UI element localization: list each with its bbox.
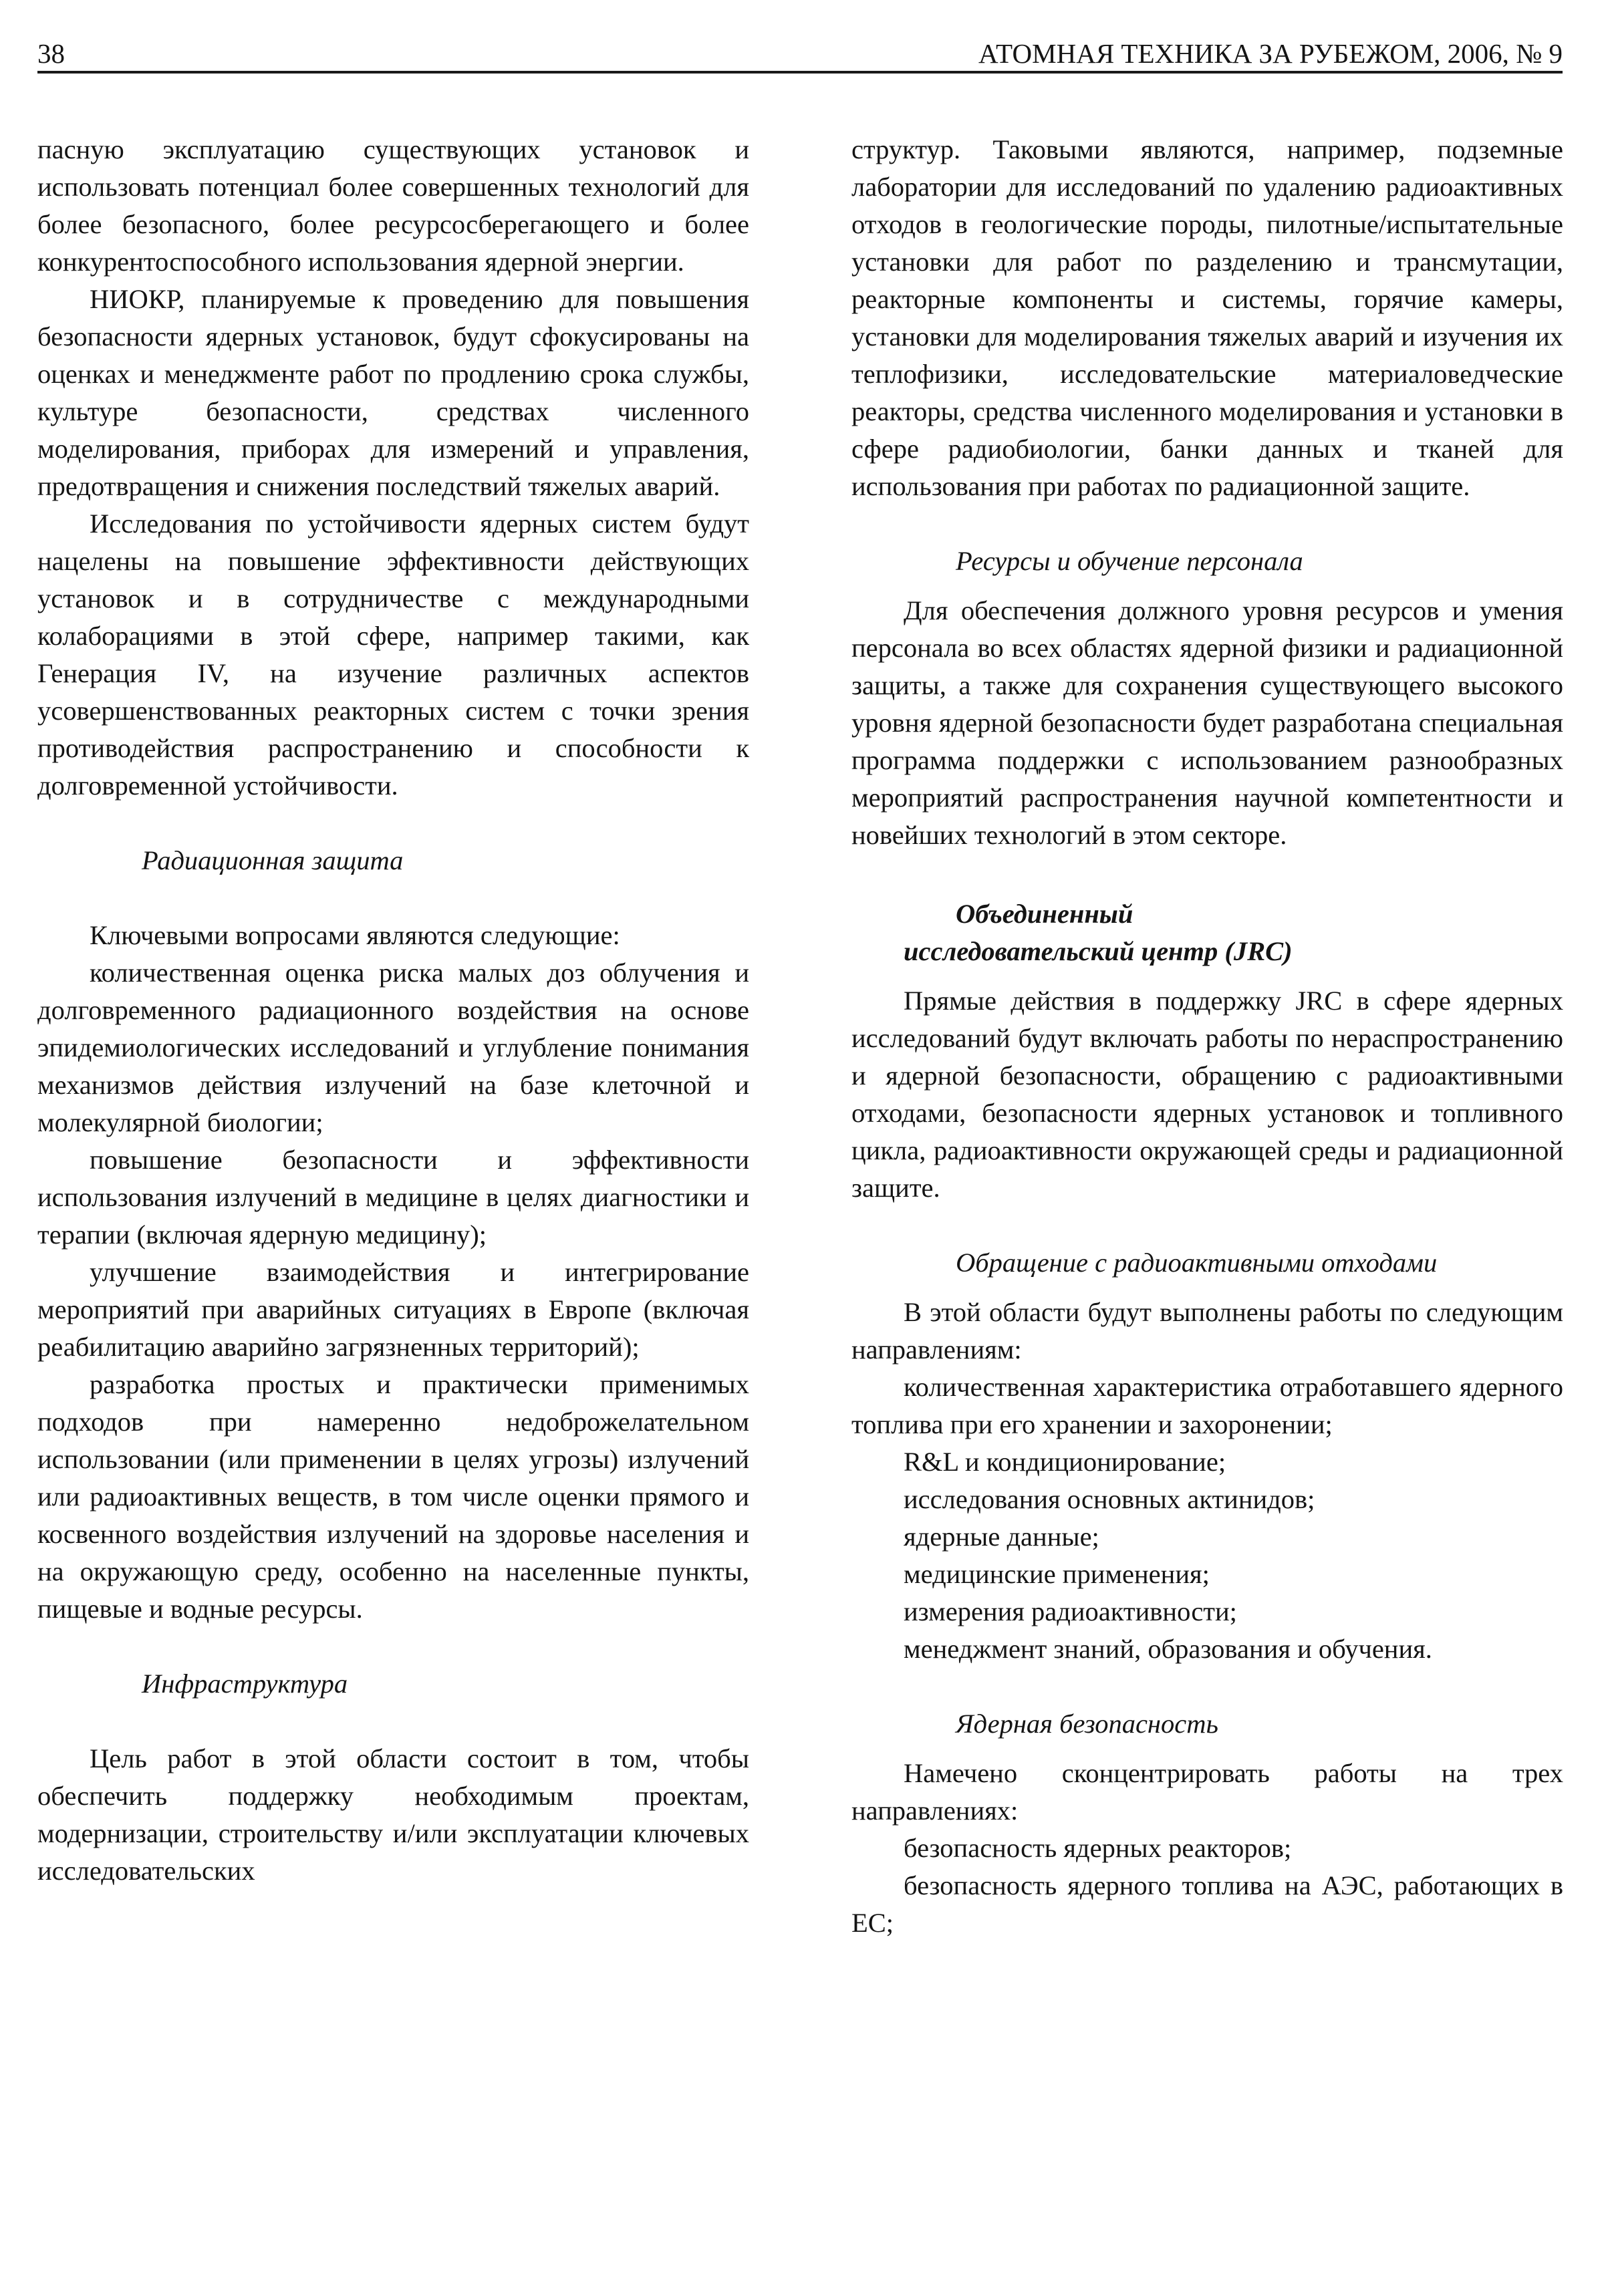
spacer: [851, 1668, 1563, 1705]
spacer: [37, 805, 749, 842]
paragraph: пасную эксплуатацию существующих установок и использовать потенциал более совершенных технологий для более безопасного, более ресурсосберегающего и более конкурентоспособного использования ядерной энергии.: [37, 134, 749, 277]
list-paragraph: разработка простых и практически применимых подходов при намеренно недоброжелательном использовании (или применении в целях угрозы) излучений или радиоактивных веществ, в том числе оценки прямого и косвенного воздействия излучений на здоровье населения и на окружающую среду, особенно на населенные пункты, пищевые и водные ресурсы.: [37, 1369, 749, 1624]
spacer: [37, 1628, 749, 1665]
list-item: R&L и кондиционирование;: [904, 1447, 1226, 1477]
section-heading-resources: Ресурсы и обучение персонала: [956, 546, 1303, 576]
list-item: количественная характеристика отработавшего ядерного топлива при его хранении и захоронении;: [851, 1372, 1563, 1439]
paragraph: Цель работ в этой области состоит в том, чтобы обеспечить поддержку необходимым проектам, модернизации, строительству и/или эксплуатации ключевых исследовательских: [37, 1743, 749, 1886]
list-paragraph: количественная оценка риска малых доз облучения и долговременного радиационного воздействия на основе эпидемиологических исследований и углубление понимания механизмов действия излучений на базе клеточной и молекулярной биологии;: [37, 958, 749, 1137]
spacer: [851, 580, 1563, 592]
section-heading-infrastructure: Инфраструктура: [142, 1669, 348, 1699]
list-item: безопасность ядерных реакторов;: [904, 1833, 1292, 1863]
spacer: [851, 1743, 1563, 1755]
left-column: [37, 131, 749, 1890]
spacer: [851, 970, 1563, 982]
spacer: [851, 505, 1563, 543]
spacer: [851, 1207, 1563, 1244]
list-paragraph: повышение безопасности и эффективности использования излучений в медицине в целях диагностики и терапии (включая ядерную медицину);: [37, 1145, 749, 1250]
paragraph: Намечено сконцентрировать работы на трех направлениях:: [851, 1758, 1563, 1826]
journal-title: АТОМНАЯ ТЕХНИКА ЗА РУБЕЖОМ, 2006, № 9: [978, 38, 1563, 69]
paragraph: Прямые действия в поддержку JRC в сфере ядерных исследований будут включать работы по нераспространению и ядерной безопасности, обращению с радиоактивными отходами, безопасности ядерных установок и топливного цикла, радиоактивности окружающей среды и радиационной защите.: [851, 986, 1563, 1203]
spacer: [851, 854, 1563, 895]
paragraph: Для обеспечения должного уровня ресурсов и умения персонала во всех областях ядерной физики и радиационной защиты, а также для сохранения существующего высокого уровня ядерной безопасности будет разработана специальная программа поддержки с использованием разнообразных мероприятий распространения научной компетентности и новейших технологий в этом секторе.: [851, 595, 1563, 850]
page-number: 38: [37, 38, 65, 69]
paragraph: структур. Таковыми являются, например, подземные лаборатории для исследований по удалению радиоактивных отходов в геологические породы, пилотные/испытательные установки для работ по разделению и трансмутации, реакторные компоненты и системы, горячие камеры, установки для моделирования тяжелых аварий и изучения их теплофизики, исследовательские материаловедческие реакторы, средства численного моделирования и установки в сфере радиобиологии, банки данных и тканей для использования при работах по радиационной защите.: [851, 134, 1563, 501]
section-heading-nuclear-safety: Ядерная безопасность: [956, 1709, 1218, 1739]
paragraph: Ключевыми вопросами являются следующие:: [90, 920, 620, 950]
header-rule: [37, 71, 1563, 74]
paragraph: Исследования по устойчивости ядерных систем будут нацелены на повышение эффективности действующих установок и в сотрудничестве с международными колаборациями в этой сфере, например такими, как Генерация IV, на изучение различных аспектов усовершенствованных реакторных систем с точки зрения противодействия распространению и способности к долговременной устойчивости.: [37, 509, 749, 801]
list-item: безопасность ядерного топлива на АЭС, работающих в ЕС;: [851, 1870, 1563, 1938]
paragraph: НИОКР, планируемые к проведению для повышения безопасности ядерных установок, будут сфокусированы на оценках и менеджменте работ по продлению срока службы, культуре безопасности, средствах численного моделирования, приборах для измерений и управления, предотвращения и снижения последствий тяжелых аварий.: [37, 284, 749, 501]
list-item: исследования основных актинидов;: [904, 1484, 1315, 1514]
list-item: медицинские применения;: [904, 1559, 1210, 1589]
paragraph: В этой области будут выполнены работы по следующим направлениям:: [851, 1297, 1563, 1365]
spacer: [37, 879, 749, 917]
section-heading-waste: Обращение с радиоактивными отходами: [956, 1248, 1438, 1278]
right-column: [851, 131, 1563, 1942]
section-heading-jrc: Объединенный исследовательский центр (JRC): [904, 899, 1293, 966]
list-paragraph: улучшение взаимодействия и интегрирование мероприятий при аварийных ситуациях в Европе (включая реабилитацию аварийно загрязненных территорий);: [37, 1257, 749, 1362]
spacer: [851, 1282, 1563, 1294]
running-header: [37, 27, 1563, 69]
list-item: измерения радиоактивности;: [904, 1596, 1237, 1626]
list-item: менеджмент знаний, образования и обучения.: [904, 1634, 1432, 1664]
list-item: ядерные данные;: [904, 1522, 1099, 1552]
section-heading-radiation: Радиационная защита: [142, 845, 404, 875]
spacer: [37, 1703, 749, 1740]
